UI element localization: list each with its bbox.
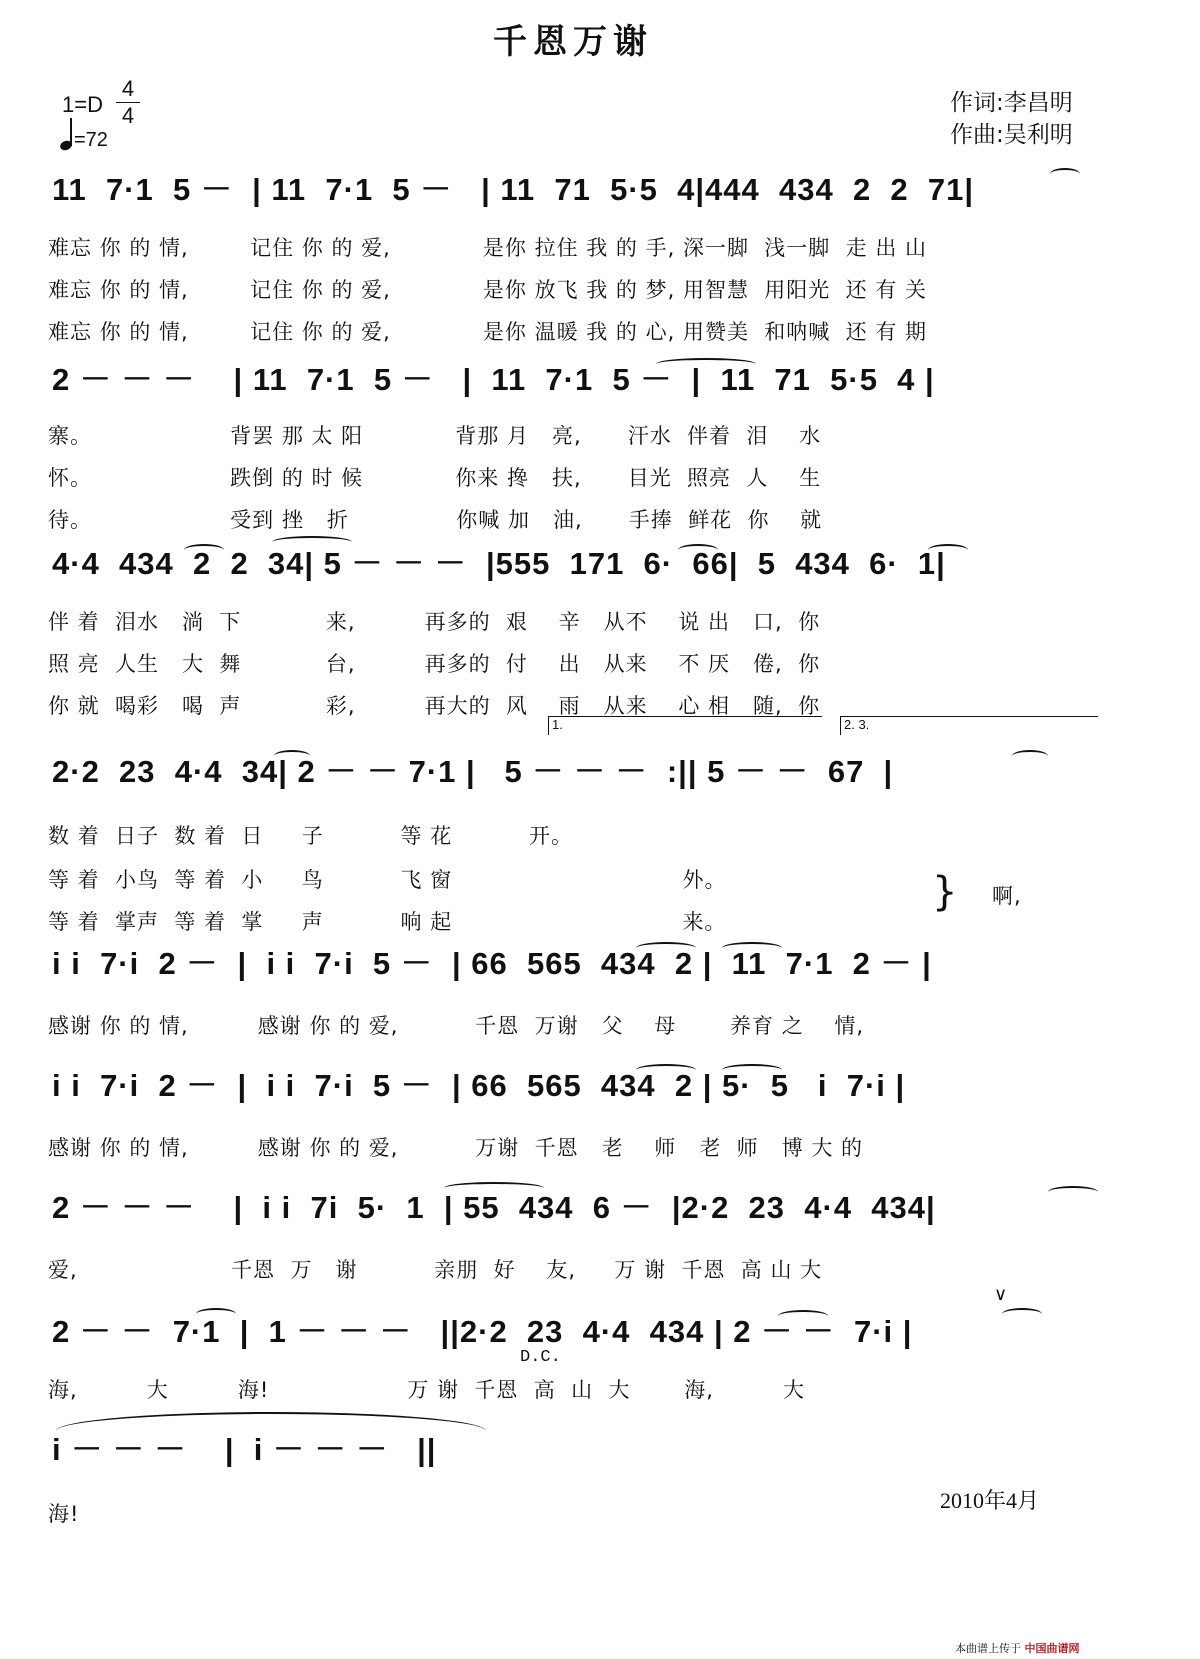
site-logo: 中国曲谱网 bbox=[1024, 1642, 1080, 1655]
lyric-line: 海! bbox=[48, 1502, 80, 1526]
tie-mark bbox=[636, 1064, 696, 1076]
notation-line: i i 7·i 2 － | i i 7·i 5 － | 66 565 434 2 | 5· 5 i 7·i | bbox=[52, 1068, 906, 1103]
notation-line: 2 － － － | i i 7i 5· 1 | 55 434 6 － |2·2 23 4·4 434| bbox=[52, 1190, 936, 1225]
lyric-line: 你 就 喝彩 喝 声 彩, 再大的 风 雨 从来 心 相 随, 你 bbox=[48, 694, 821, 718]
da-capo-mark: D.C. bbox=[520, 1348, 561, 1367]
song-title: 千恩万谢 bbox=[493, 22, 653, 62]
tie-mark bbox=[1048, 1186, 1098, 1198]
tie-mark bbox=[1012, 750, 1048, 762]
notation-line: 11 7·1 5 － | 11 7·1 5 － | 11 71 5·5 4|444 434 2 2 71| bbox=[52, 172, 975, 207]
tempo-value: =72 bbox=[74, 129, 108, 151]
lyric-line: 怀。 跌倒 的 时 候 你来 搀 扶, 目光 照亮 人 生 bbox=[48, 466, 822, 490]
tie-mark bbox=[1050, 168, 1080, 180]
volta-1: 1. bbox=[548, 716, 822, 735]
tie-mark bbox=[196, 1308, 236, 1320]
lyricist-credit: 作词:李昌明 bbox=[950, 90, 1073, 116]
lyric-line: 待。 受到 挫 折 你喊 加 油, 手捧 鲜花 你 就 bbox=[48, 508, 823, 532]
lyric-line: 伴 着 泪水 淌 下 来, 再多的 艰 辛 从不 说 出 口, 你 bbox=[48, 610, 821, 634]
composer-credit: 作曲:吴利明 bbox=[950, 122, 1073, 148]
tie-mark bbox=[928, 544, 968, 556]
lyric-line: 感谢 你 的 情, 感谢 你 的 爱, 千恩 万谢 父 母 养育 之 情, bbox=[48, 1014, 865, 1038]
tie-mark bbox=[272, 536, 352, 548]
footer-prefix: 本曲谱上传于 bbox=[955, 1642, 1021, 1655]
notation-line: 2 － － － | 11 7·1 5 － | 11 7·1 5 － | 11 71 5·5 4 | bbox=[52, 362, 935, 397]
tie-mark bbox=[1002, 1308, 1042, 1320]
tie-mark bbox=[444, 1182, 544, 1194]
notation-line: i － － － | i － － － || bbox=[52, 1432, 437, 1467]
notation-line: 4·4 434 2 2 34| 5 － － － |555 171 6· 66| 5 434 6· 1| bbox=[52, 546, 946, 581]
tie-mark bbox=[722, 1064, 782, 1076]
lyric-line: 照 亮 人生 大 舞 台, 再多的 付 出 从来 不 厌 倦, 你 bbox=[48, 652, 821, 676]
time-bottom: 4 bbox=[116, 102, 140, 129]
lyric-line: 海, 大 海! 万 谢 千恩 高 山 大 海, 大 bbox=[48, 1378, 805, 1402]
tie-mark bbox=[678, 544, 718, 556]
tie-mark bbox=[184, 544, 224, 556]
lyric-line: 感谢 你 的 情, 感谢 你 的 爱, 万谢 千恩 老 师 老 师 博 大 的 bbox=[48, 1136, 864, 1160]
lyric-line: 数 着 日子 数 着 日 子 等 花 开。 bbox=[48, 824, 573, 848]
key-signature: 1=D bbox=[62, 92, 103, 117]
brace-word: 啊, bbox=[992, 884, 1022, 908]
notation-line: 2·2 23 4·4 34| 2 － － 7·1 | 5 － － － :|| 5 － － 67 | bbox=[52, 754, 894, 789]
tie-mark bbox=[778, 1310, 828, 1322]
tie-mark bbox=[722, 942, 782, 954]
brace-mark: } bbox=[932, 869, 958, 915]
breath-mark: ∨ bbox=[994, 1284, 1008, 1305]
footer-watermark bbox=[955, 1640, 1080, 1656]
lyric-line: 难忘 你 的 情, 记住 你 的 爱, 是你 温暖 我 的 心, 用赞美 和呐喊 还 有 期 bbox=[48, 320, 928, 344]
lyric-line: 爱, 千恩 万 谢 亲朋 好 友, 万 谢 千恩 高 山 大 bbox=[48, 1258, 823, 1282]
tie-mark bbox=[636, 942, 696, 954]
lyric-line: 等 着 小鸟 等 着 小 鸟 飞 窗 外。 bbox=[48, 868, 727, 892]
lyric-line: 难忘 你 的 情, 记住 你 的 爱, 是你 放飞 我 的 梦, 用智慧 用阳光 还 有 关 bbox=[48, 278, 928, 302]
lyric-line: 等 着 掌声 等 着 掌 声 响 起 来。 bbox=[48, 910, 727, 934]
notation-line: i i 7·i 2 － | i i 7·i 5 － | 66 565 434 2 | 11 7·1 2 － | bbox=[52, 946, 932, 981]
lyric-line: 寨。 背罢 那 太 阳 背那 月 亮, 汗水 伴着 泪 水 bbox=[48, 424, 822, 448]
lyric-line: 难忘 你 的 情, 记住 你 的 爱, 是你 拉住 我 的 手, 深一脚 浅一脚 走 出 山 bbox=[48, 236, 928, 260]
notation-line: 2 － － 7·1 | 1 － － － ||2·2 23 4·4 434 | 2 － － 7·i | bbox=[52, 1314, 913, 1349]
tie-mark bbox=[274, 750, 310, 762]
quarter-note-icon bbox=[60, 116, 74, 152]
composition-date: 2010年4月 bbox=[940, 1488, 1040, 1513]
tempo-marking bbox=[60, 116, 108, 152]
time-top: 4 bbox=[121, 76, 135, 101]
tie-mark bbox=[656, 358, 756, 370]
volta-2: 2. 3. bbox=[840, 716, 1098, 735]
time-signature bbox=[116, 76, 140, 129]
